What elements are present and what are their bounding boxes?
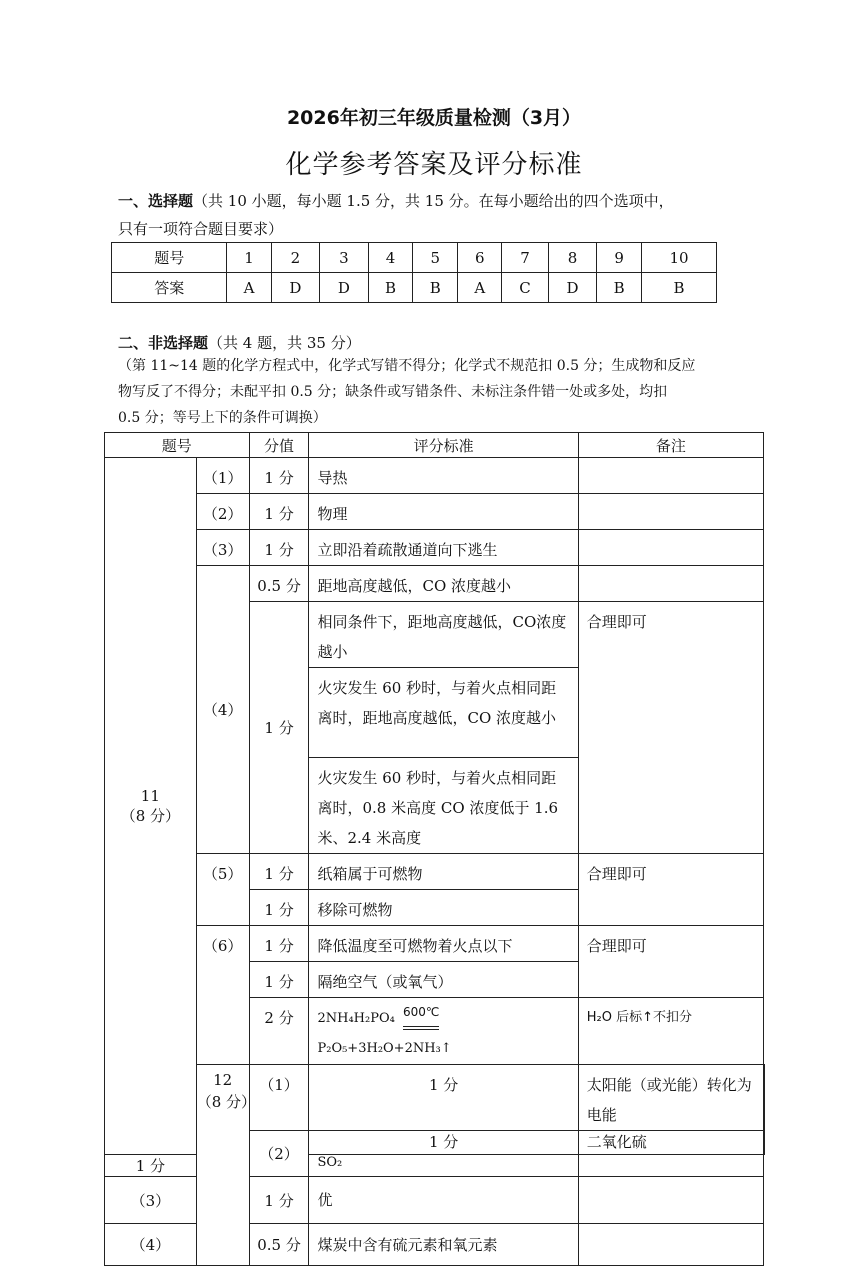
exam-title: 2026年初三年级质量检测（3月） (286, 107, 582, 129)
remark: 合理即可 (578, 926, 763, 998)
row-label: 题号 (112, 243, 227, 273)
remark (578, 1155, 763, 1177)
equation-reactants: 2NH₄H₂PO₄ (317, 1011, 395, 1026)
section1-heading: 一、选择题 (118, 192, 194, 210)
standard: 隔绝空气（或氧气） (309, 962, 578, 998)
sub-question: （2） (196, 494, 249, 530)
remark (578, 494, 763, 530)
answer-row (112, 273, 717, 303)
table-row (105, 530, 765, 566)
q-num: 2 (271, 243, 320, 273)
points: 1 分 (249, 926, 309, 962)
remark (578, 566, 763, 602)
standard: 火灾发生 60 秒时，与着火点相同距离时，0.8 米高度 CO 浓度低于 1.6 米、2.4 米高度 (309, 758, 578, 854)
standard: 导热 (309, 458, 578, 494)
scoring-note-line: （第 11~14 题的化学方程式中，化学式写错不得分；化学式不规范扣 0.5 分；生成物和反应 (118, 358, 696, 374)
remark (578, 1224, 763, 1266)
standard: 移除可燃物 (309, 890, 578, 926)
q-num: 6 (458, 243, 502, 273)
sub-question: （4） (196, 566, 249, 854)
section1-desc: （共 10 小题，每小题 1.5 分，共 15 分。在每小题给出的四个选项中， (193, 192, 674, 210)
table-row (105, 854, 765, 890)
table-row (105, 494, 765, 530)
choice-answer-table (111, 242, 717, 303)
answer-cell: A (227, 273, 271, 303)
header-points: 分值 (249, 433, 309, 458)
table-row (105, 926, 765, 962)
question-score: （8 分） (196, 1093, 256, 1111)
points: 1 分 (309, 1131, 578, 1155)
question-score: （8 分） (120, 806, 180, 825)
standard: 火灾发生 60 秒时，与着火点相同距离时，距地高度越低，CO 浓度越小 (309, 668, 578, 758)
remark: 合理即可 (578, 854, 763, 926)
answer-cell: D (271, 273, 320, 303)
points: 1 分 (249, 530, 309, 566)
points: 2 分 (249, 998, 309, 1065)
standard: 相同条件下，距地高度越低，CO浓度越小 (309, 602, 578, 668)
points: 1 分 (249, 854, 309, 890)
section1-desc-cont: 只有一项符合题目要求） (118, 220, 284, 238)
header-standard: 评分标准 (309, 433, 578, 458)
standard: 距地高度越低，CO 浓度越小 (309, 566, 578, 602)
answer-cell: B (642, 273, 717, 303)
section2-heading: 二、非选择题 (118, 334, 209, 352)
sub-question: （3） (196, 530, 249, 566)
q-num: 8 (548, 243, 597, 273)
sub-question: （6） (196, 926, 249, 1065)
answer-cell: D (548, 273, 597, 303)
equation-condition: 600℃ (402, 1005, 440, 1019)
scoring-note-line: 0.5 分；等号上下的条件可调换） (118, 410, 327, 426)
table-row (105, 566, 765, 602)
equation-products: P₂O₅+3H₂O+2NH₃↑ (317, 1041, 452, 1056)
points: 1 分 (249, 890, 309, 926)
answer-cell: B (413, 273, 458, 303)
table-header-row (105, 433, 765, 458)
remark (764, 1065, 765, 1131)
table-row (105, 1065, 765, 1131)
q-num: 7 (502, 243, 548, 273)
standard: SO₂ (309, 1155, 578, 1177)
q-num: 4 (368, 243, 413, 273)
q-num: 1 (227, 243, 271, 273)
sub-question: （1） (249, 1065, 309, 1131)
sub-question: （2） (249, 1131, 309, 1177)
header-question: 题号 (105, 433, 250, 458)
header-remark: 备注 (578, 433, 763, 458)
points: 1 分 (309, 1065, 578, 1131)
section2-desc: （共 4 题，共 35 分） (208, 334, 361, 352)
q-num: 10 (642, 243, 717, 273)
section1-intro (118, 187, 758, 243)
sub-question: （4） (105, 1224, 197, 1266)
chemical-equation (309, 998, 578, 1065)
standard: 二氧化硫 (578, 1131, 763, 1155)
question-number-row (112, 243, 717, 273)
answer-cell: B (597, 273, 642, 303)
standard: 纸箱属于可燃物 (309, 854, 578, 890)
remark: 合理即可 (578, 602, 763, 854)
table-row (105, 458, 765, 494)
q-num: 5 (413, 243, 458, 273)
question-number: 12 (213, 1071, 233, 1089)
remark: H₂O 后标↑不扣分 (578, 998, 763, 1065)
q-num: 3 (320, 243, 369, 273)
answer-key-title: 化学参考答案及评分标准 (285, 150, 583, 180)
answer-cell: B (368, 273, 413, 303)
points: 1 分 (249, 458, 309, 494)
scoring-note-line: 物写反了不得分；未配平扣 0.5 分；缺条件或写错条件、未标注条件错一处或多处，均扣 (118, 384, 668, 400)
equals-sign (403, 1026, 439, 1030)
points: 1 分 (105, 1155, 197, 1177)
question-number: 11 (140, 786, 160, 805)
standard: 煤炭中含有硫元素和氧元素 (309, 1224, 578, 1266)
question-11-cell (105, 458, 197, 1155)
sub-question: （1） (196, 458, 249, 494)
points: 1 分 (249, 494, 309, 530)
answer-cell: D (320, 273, 369, 303)
standard: 立即沿着疏散通道向下逃生 (309, 530, 578, 566)
points: 1 分 (249, 962, 309, 998)
points: 1 分 (249, 602, 309, 854)
remark (578, 458, 763, 494)
points: 1 分 (249, 1177, 309, 1224)
standard: 优 (309, 1177, 578, 1224)
standard: 物理 (309, 494, 578, 530)
remark (578, 1177, 763, 1224)
standard: 太阳能（或光能）转化为电能 (578, 1065, 763, 1131)
equation-arrow (399, 1003, 443, 1030)
remark (764, 1131, 765, 1155)
question-12-cell (196, 1065, 256, 1266)
row-label: 答案 (112, 273, 227, 303)
points: 0.5 分 (249, 1224, 309, 1266)
remark (578, 530, 763, 566)
q-num: 9 (597, 243, 642, 273)
scoring-table (104, 432, 765, 1266)
sub-question: （3） (105, 1177, 197, 1224)
sub-question: （5） (196, 854, 249, 926)
standard: 降低温度至可燃物着火点以下 (309, 926, 578, 962)
points: 0.5 分 (249, 566, 309, 602)
answer-cell: C (502, 273, 548, 303)
answer-cell: A (458, 273, 502, 303)
scoring-note (118, 353, 758, 431)
